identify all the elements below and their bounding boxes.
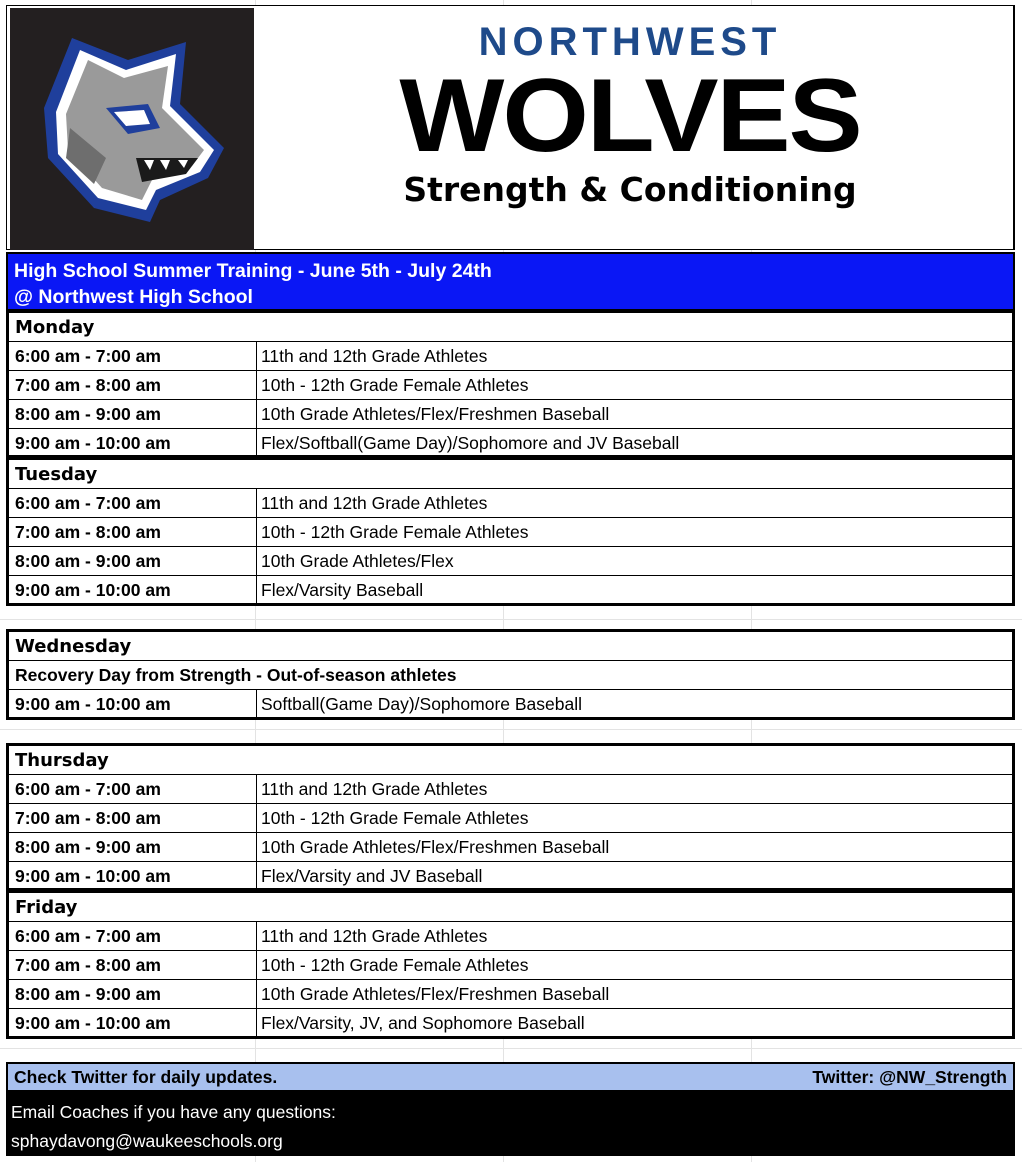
table-row: [9, 690, 1012, 719]
time-cell: 8:00 am - 9:00 am: [9, 980, 257, 1008]
time-cell: 8:00 am - 9:00 am: [9, 547, 257, 575]
table-row: [9, 547, 1012, 576]
group-cell: 11th and 12th Grade Athletes: [261, 346, 488, 366]
brand-subtitle: Strength & Conditioning: [403, 170, 857, 209]
time-cell: 6:00 am - 7:00 am: [9, 489, 257, 517]
group-cell: 11th and 12th Grade Athletes: [261, 779, 488, 799]
twitter-note: Check Twitter for daily updates.: [14, 1067, 278, 1087]
email-box: [6, 1092, 1015, 1156]
monday-block: [6, 311, 1015, 458]
table-row: [9, 400, 1012, 429]
table-row: [9, 576, 1012, 605]
group-cell: 10th - 12th Grade Female Athletes: [261, 955, 529, 975]
group-cell: 10th - 12th Grade Female Athletes: [261, 522, 529, 542]
group-cell: 10th - 12th Grade Female Athletes: [261, 808, 529, 828]
time-cell: 9:00 am - 10:00 am: [9, 862, 257, 891]
group-cell: 10th Grade Athletes/Flex/Freshmen Baseball: [261, 404, 610, 424]
table-row: [9, 489, 1012, 518]
group-cell: 10th Grade Athletes/Flex/Freshmen Baseball: [261, 984, 610, 1004]
group-cell: 10th Grade Athletes/Flex/Freshmen Baseball: [261, 837, 610, 857]
day-heading: Monday: [9, 313, 1012, 342]
time-cell: 7:00 am - 8:00 am: [9, 371, 257, 399]
time-cell: 6:00 am - 7:00 am: [9, 342, 257, 370]
wordmark: [380, 20, 880, 210]
table-row: [9, 342, 1012, 371]
table-row: [9, 804, 1012, 833]
time-cell: 9:00 am - 10:00 am: [9, 576, 257, 605]
banner-line-1: High School Summer Training - June 5th - July 24th: [14, 260, 492, 282]
day-heading: Wednesday: [9, 632, 1012, 661]
wolf-logo-icon: [10, 8, 254, 250]
friday-block: [6, 891, 1015, 1039]
program-banner: [6, 252, 1015, 311]
email-note: Email Coaches if you have any questions:: [11, 1102, 336, 1122]
tuesday-block: [6, 458, 1015, 606]
table-row: [9, 922, 1012, 951]
table-row: [9, 775, 1012, 804]
group-cell: 10th Grade Athletes/Flex: [261, 551, 454, 571]
gridline: [0, 619, 1022, 620]
time-cell: 6:00 am - 7:00 am: [9, 922, 257, 950]
table-row: [9, 951, 1012, 980]
banner-line-2: @ Northwest High School: [14, 286, 253, 308]
group-cell: Flex/Varsity Baseball: [261, 580, 424, 600]
wolf-logo: [10, 8, 254, 250]
gridline: [0, 729, 1022, 730]
table-row: [9, 862, 1012, 891]
day-heading: Friday: [9, 893, 1012, 922]
time-cell: 9:00 am - 10:00 am: [9, 429, 257, 458]
time-cell: 9:00 am - 10:00 am: [9, 1009, 257, 1038]
time-cell: 8:00 am - 9:00 am: [9, 400, 257, 428]
table-row: [9, 833, 1012, 862]
brand-main: WOLVES: [399, 58, 861, 174]
thursday-block: [6, 743, 1015, 891]
table-row: [9, 518, 1012, 547]
recovery-note: Recovery Day from Strength - Out-of-season athletes: [9, 661, 1012, 690]
time-cell: 7:00 am - 8:00 am: [9, 804, 257, 832]
table-row: [9, 1009, 1012, 1038]
group-cell: 11th and 12th Grade Athletes: [261, 926, 488, 946]
day-heading: Thursday: [9, 746, 1012, 775]
twitter-handle: Twitter: @NW_Strength: [812, 1067, 1007, 1087]
group-cell: Softball(Game Day)/Sophomore Baseball: [261, 694, 582, 714]
table-row: [9, 980, 1012, 1009]
brand-top: NORTHWEST: [478, 20, 782, 64]
group-cell: Flex/Softball(Game Day)/Sophomore and JV Baseball: [261, 433, 680, 453]
time-cell: 7:00 am - 8:00 am: [9, 951, 257, 979]
time-cell: 8:00 am - 9:00 am: [9, 833, 257, 861]
table-row: [9, 429, 1012, 458]
email-address: sphaydavong@waukeeschools.org: [11, 1131, 283, 1151]
twitter-bar: [6, 1062, 1015, 1092]
time-cell: 9:00 am - 10:00 am: [9, 690, 257, 719]
time-cell: 6:00 am - 7:00 am: [9, 775, 257, 803]
group-cell: Flex/Varsity and JV Baseball: [261, 866, 483, 886]
table-row: [9, 371, 1012, 400]
group-cell: 10th - 12th Grade Female Athletes: [261, 375, 529, 395]
day-heading: Tuesday: [9, 460, 1012, 489]
group-cell: Flex/Varsity, JV, and Sophomore Baseball: [261, 1013, 585, 1033]
time-cell: 7:00 am - 8:00 am: [9, 518, 257, 546]
gridline: [0, 1048, 1022, 1049]
group-cell: 11th and 12th Grade Athletes: [261, 493, 488, 513]
wednesday-block: [6, 629, 1015, 720]
